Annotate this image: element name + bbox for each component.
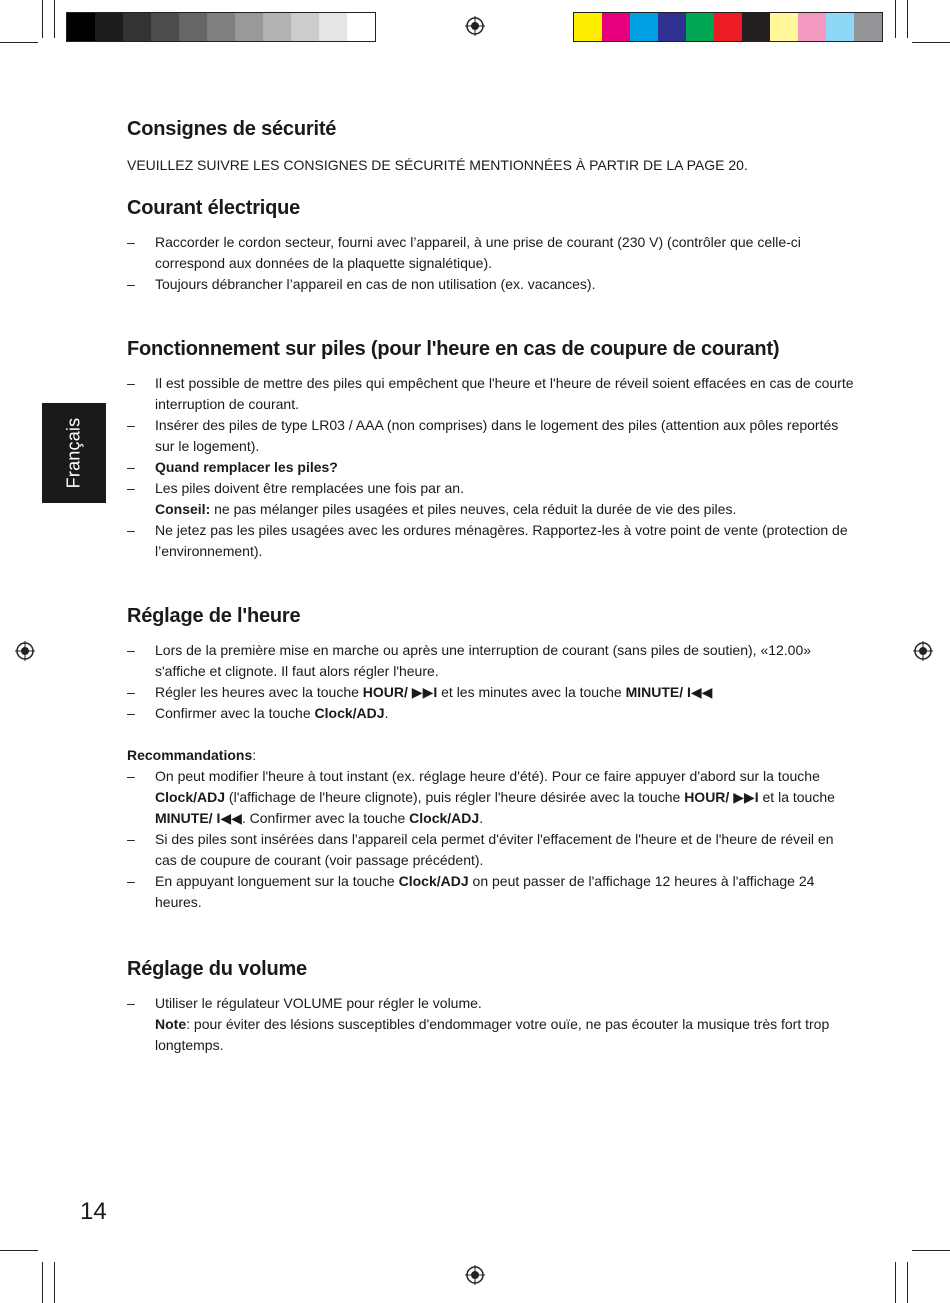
color-swatch xyxy=(67,13,95,41)
color-swatch xyxy=(658,13,686,41)
color-swatch xyxy=(347,13,375,41)
tip-line xyxy=(155,499,857,520)
text-run: En appuyant longuement sur la touche xyxy=(155,873,399,889)
grayscale-calibration-bar xyxy=(66,12,376,42)
list-item xyxy=(127,640,857,682)
clock-key-label: Clock/ADJ xyxy=(155,789,226,805)
crop-mark xyxy=(42,1262,43,1303)
list-item xyxy=(127,415,857,457)
clock-key-label: Clock/ADJ xyxy=(314,705,385,721)
text-run: . xyxy=(384,705,389,721)
tip-label: Conseil: xyxy=(155,501,211,517)
list-item-text: Si des piles sont insérées dans l'appareil cela permet d'éviter l'effacement de l'heure et de l'heure de réveil en cas de coupure de courant (voir passage précédent). xyxy=(155,831,834,868)
text-run: on peut passer de l'affichage 12 heures à l'affichage 24 heures. xyxy=(155,873,815,910)
list-item xyxy=(127,766,857,829)
list-item xyxy=(127,274,857,295)
crop-mark xyxy=(0,1250,38,1251)
clock-key-label: Clock/ADJ xyxy=(409,810,480,826)
list-item-text: Raccorder le cordon secteur, fourni avec l’appareil, à une prise de courant (230 V) (contrôler que celle-ci correspond aux données de la plaquette signalétique). xyxy=(155,234,801,271)
color-swatch xyxy=(826,13,854,41)
list-item xyxy=(127,703,857,724)
crop-mark xyxy=(895,1262,896,1303)
text-run: . xyxy=(479,810,484,826)
list-item xyxy=(127,829,857,871)
list-item xyxy=(127,457,857,478)
registration-mark-icon xyxy=(465,1265,485,1285)
text-run: et les minutes avec la touche xyxy=(437,684,626,700)
color-swatch xyxy=(263,13,291,41)
color-swatch xyxy=(319,13,347,41)
registration-mark-icon xyxy=(913,641,933,661)
recommendations-list xyxy=(127,766,857,913)
tip-text: ne pas mélanger piles usagées et piles neuves, cela réduit la durée de vie des piles. xyxy=(210,501,737,517)
text-run: On peut modifier l'heure à tout instant (ex. réglage heure d'été). Pour ce faire appuyer d'abord sur la touche xyxy=(155,768,820,784)
color-swatch xyxy=(854,13,882,41)
crop-mark xyxy=(912,42,950,43)
recommendations-label: Recommandations xyxy=(127,747,253,763)
section-title-heure: Réglage de l'heure xyxy=(127,605,301,627)
text-run: : xyxy=(252,747,257,763)
list-item xyxy=(127,682,857,703)
language-tab xyxy=(42,403,106,503)
section-title-courant: Courant électrique xyxy=(127,197,301,219)
courant-list xyxy=(127,232,857,295)
crop-mark xyxy=(54,0,55,38)
list-item xyxy=(127,232,857,274)
color-swatch xyxy=(798,13,826,41)
list-item-text: Insérer des piles de type LR03 / AAA (non comprises) dans le logement des piles (attention aux pôles reportés sur le logement). xyxy=(155,417,839,454)
safety-notice: VEUILLEZ SUIVRE LES CONSIGNES DE SÉCURITÉ MENTIONNÉES À PARTIR DE LA PAGE 20. xyxy=(127,157,748,173)
color-swatch xyxy=(207,13,235,41)
crop-mark xyxy=(54,1262,55,1303)
text-run: et la touche xyxy=(758,789,835,805)
list-item-text: Quand remplacer les piles? xyxy=(155,459,338,475)
color-swatch xyxy=(179,13,207,41)
crop-mark xyxy=(912,1250,950,1251)
color-calibration-bar xyxy=(573,12,883,42)
note-label: Note xyxy=(155,1016,187,1032)
list-item-text: Lors de la première mise en marche ou après une interruption de courant (sans piles de soutien), «12.00» s'affiche et clignote. Il faut alors régler l'heure. xyxy=(155,642,812,679)
crop-mark xyxy=(0,42,38,43)
crop-mark xyxy=(907,1262,908,1303)
volume-list xyxy=(127,993,857,1056)
clock-key-label: Clock/ADJ xyxy=(398,873,469,889)
note-line xyxy=(155,1014,857,1056)
list-item-text: Ne jetez pas les piles usagées avec les ordures ménagères. Rapportez-les à votre point de vente (protection de l’environnement). xyxy=(155,522,848,559)
text-run: Régler les heures avec la touche xyxy=(155,684,363,700)
color-swatch xyxy=(770,13,798,41)
page-number: 14 xyxy=(80,1198,107,1225)
color-swatch xyxy=(602,13,630,41)
list-item-text: Il est possible de mettre des piles qui empêchent que l'heure et l'heure de réveil soient effacées en cas de courte interruption de courant. xyxy=(155,375,854,412)
color-swatch xyxy=(574,13,602,41)
crop-mark xyxy=(907,0,908,38)
hour-key-label: HOUR/ ▶▶I xyxy=(684,789,759,805)
list-item xyxy=(127,478,857,520)
color-swatch xyxy=(235,13,263,41)
color-swatch xyxy=(686,13,714,41)
list-item-text: Toujours débrancher l’appareil en cas de non utilisation (ex. vacances). xyxy=(155,276,596,292)
hour-key-label: HOUR/ ▶▶I xyxy=(362,684,438,700)
list-item xyxy=(127,993,857,1056)
color-swatch xyxy=(95,13,123,41)
list-item-text: Utiliser le régulateur VOLUME pour régler le volume. xyxy=(155,995,482,1011)
list-item xyxy=(127,520,857,562)
section-title-piles: Fonctionnement sur piles (pour l'heure en cas de coupure de courant) xyxy=(127,338,780,360)
minute-key-label: MINUTE/ I◀◀ xyxy=(155,810,242,826)
registration-mark-icon xyxy=(465,16,485,36)
color-swatch xyxy=(151,13,179,41)
list-item-text: Les piles doivent être remplacées une fois par an. xyxy=(155,480,464,496)
section-title-volume: Réglage du volume xyxy=(127,958,307,980)
crop-mark xyxy=(895,0,896,38)
color-swatch xyxy=(630,13,658,41)
heure-list xyxy=(127,640,857,724)
color-swatch xyxy=(742,13,770,41)
list-item xyxy=(127,871,857,913)
text-run: . Confirmer avec la touche xyxy=(241,810,410,826)
text-run: (l'affichage de l'heure clignote), puis régler l'heure désirée avec la touche xyxy=(225,789,685,805)
registration-mark-icon xyxy=(15,641,35,661)
color-swatch xyxy=(291,13,319,41)
color-swatch xyxy=(714,13,742,41)
language-tab-label: Français xyxy=(63,417,84,489)
section-title-securite: Consignes de sécurité xyxy=(127,118,337,140)
crop-mark xyxy=(42,0,43,38)
piles-list xyxy=(127,373,857,562)
list-item xyxy=(127,373,857,415)
note-text: : pour éviter des lésions susceptibles d'endommager votre ouïe, ne pas écouter la musique très fort trop longtemps. xyxy=(155,1016,830,1053)
color-swatch xyxy=(123,13,151,41)
text-run: Confirmer avec la touche xyxy=(155,705,315,721)
page-content xyxy=(127,118,857,1056)
minute-key-label: MINUTE/ I◀◀ xyxy=(625,684,713,700)
recommendations-heading xyxy=(127,745,857,766)
